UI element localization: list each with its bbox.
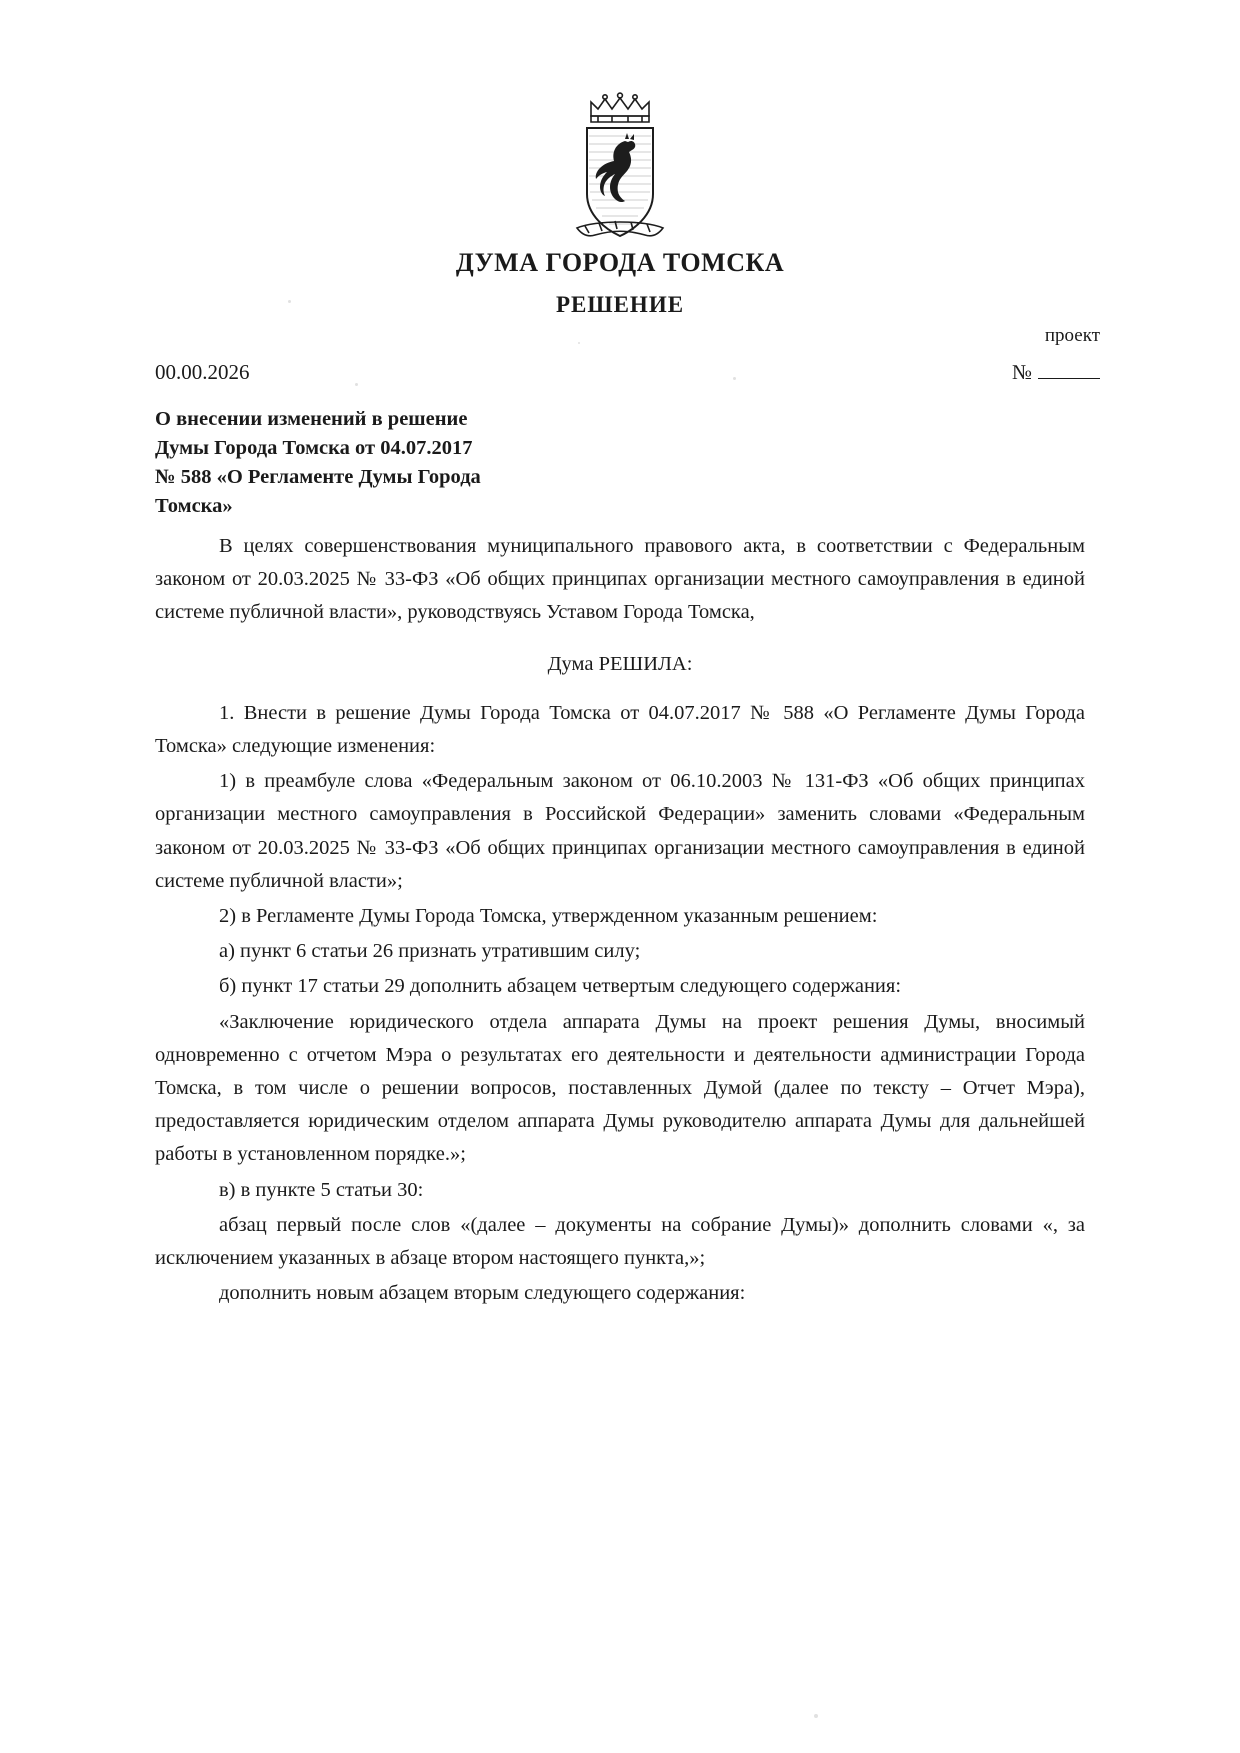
paragraph-item-1-2-v-2: дополнить новым абзацем вторым следующего содержания: — [219, 1282, 746, 1305]
document-body — [155, 530, 1085, 1312]
document-subject — [155, 405, 625, 521]
document-type: РЕШЕНИЕ — [555, 292, 685, 317]
scan-speck — [355, 383, 358, 386]
paragraph-item-1-2-a: а) пункт 6 статьи 26 признать утратившим силу; — [219, 940, 641, 963]
paragraph-quote-1: «Заключение юридического отдела аппарата Думы на проект решения Думы, вносимый одновременно с отчетом Мэра о результатах его деятельности и деятельности администрации Города Томска, в том числе о решении вопросов, поставленных Думой (далее по тексту – Отчет Мэра), предоставляется юридическим отделом аппарата Думы руководителю аппарата Думы для дальнейшей работы в установленном порядке.»; — [155, 1010, 1085, 1166]
paragraph-item-1-2-b: б) пункт 17 статьи 29 дополнить абзацем четвертым следующего содержания: — [219, 975, 902, 998]
document-number-label: № — [1011, 360, 1032, 384]
paragraph-item-1-2: 2) в Регламенте Думы Города Томска, утвержденном указанным решением: — [219, 905, 878, 928]
scan-speck — [578, 342, 580, 344]
subject-line: Думы Города Томска от 04.07.2017 — [155, 437, 473, 460]
paragraph-resolve: Дума РЕШИЛА: — [547, 652, 693, 675]
document-number-blank — [1038, 362, 1100, 379]
subject-line: № 588 «О Регламенте Думы Города — [155, 466, 481, 489]
paragraph-preamble: В целях совершенствования муниципального правового акта, в соответствии с Федеральным законом от 20.03.2025 № 33-ФЗ «Об общих принципах организации местного самоуправления в единой системе публичной власти», руководствуясь Уставом Города Томска, — [155, 535, 1085, 624]
document-date: 00.00.2026 — [155, 360, 250, 384]
paragraph-item-1: 1. Внести в решение Думы Города Томска от 04.07.2017 № 588 «О Регламенте Думы Города Томска» следующие изменения: — [155, 701, 1085, 758]
subject-line: О внесении изменений в решение — [155, 408, 468, 430]
coat-of-arms-icon — [565, 86, 675, 258]
organization-title: ДУМА ГОРОДА ТОМСКА — [455, 248, 785, 277]
coat-of-arms — [0, 86, 1240, 258]
scan-speck — [733, 377, 736, 380]
paragraph-item-1-1: 1) в преамбуле слова «Федеральным законом от 06.10.2003 № 131-ФЗ «Об общих принципах организации местного самоуправления в Российской Федерации» заменить словами «Федеральным законом от 20.03.2025 № 33-ФЗ «Об общих принципах организации местного самоуправления в единой системе публичной власти»; — [155, 770, 1085, 892]
subject-line: Томска» — [155, 495, 233, 518]
scan-speck — [814, 1714, 818, 1718]
draft-marker: проект — [1044, 325, 1100, 346]
document-number — [1012, 360, 1100, 385]
paragraph-item-1-2-v-1: абзац первый после слов «(далее – документы на собрание Думы)» дополнить словами «, за исключением указанных в абзаце втором настоящего пункта,»; — [155, 1213, 1085, 1270]
paragraph-item-1-2-v: в) в пункте 5 статьи 30: — [219, 1178, 424, 1201]
